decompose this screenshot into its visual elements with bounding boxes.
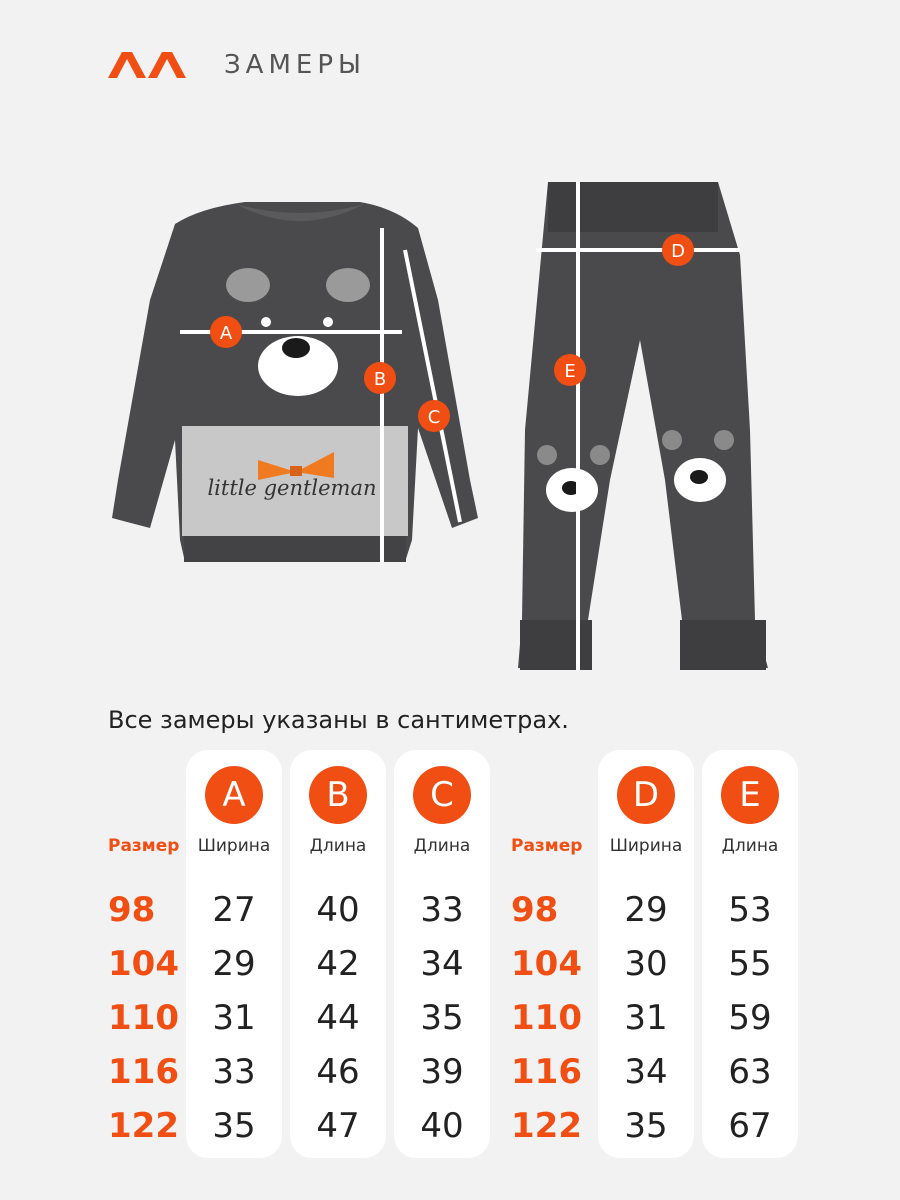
badge-a: A	[205, 766, 263, 824]
table-cell: 30	[624, 944, 668, 984]
sweatshirt-image	[112, 202, 478, 562]
brand-logo-icon	[108, 50, 186, 80]
size-cell: 104	[511, 944, 582, 984]
size-cell: 116	[511, 1052, 582, 1092]
badge-e: E	[721, 766, 779, 824]
table-cell: 40	[316, 890, 360, 930]
marker-c: C	[427, 407, 441, 428]
pants-image	[518, 182, 768, 670]
size-cell: 104	[108, 944, 179, 984]
table-cell: 67	[728, 1106, 772, 1146]
marker-b: B	[373, 369, 387, 390]
size-cell: 110	[108, 998, 179, 1038]
table-cell: 59	[728, 998, 772, 1038]
table-cell: 35	[212, 1106, 256, 1146]
marker-a: A	[219, 323, 233, 344]
page-header	[108, 48, 366, 82]
col-header-b: Длина	[309, 836, 367, 856]
size-header-top: Размер	[108, 836, 180, 856]
badge-c: C	[413, 766, 471, 824]
table-cell: 33	[420, 890, 464, 930]
table-cell: 31	[212, 998, 256, 1038]
table-cell: 47	[316, 1106, 360, 1146]
marker-e: E	[564, 361, 576, 382]
table-cell: 29	[212, 944, 256, 984]
table-cell: 63	[728, 1052, 772, 1092]
badge-d: D	[617, 766, 675, 824]
table-cell: 27	[212, 890, 256, 930]
table-cell: 34	[420, 944, 464, 984]
table-cell: 44	[316, 998, 360, 1038]
table-cell: 34	[624, 1052, 668, 1092]
shirt-print-text: little gentleman	[207, 476, 377, 500]
table-cell: 42	[316, 944, 360, 984]
table-cell: 53	[728, 890, 772, 930]
table-cell: 40	[420, 1106, 464, 1146]
table-cell: 39	[420, 1052, 464, 1092]
size-cell: 122	[511, 1106, 582, 1146]
table-cell: 31	[624, 998, 668, 1038]
col-header-a: Ширина	[197, 836, 271, 856]
units-note: Все замеры указаны в сантиметрах.	[108, 706, 569, 734]
page-title: ЗАМЕРЫ	[224, 50, 366, 80]
table-cell: 55	[728, 944, 772, 984]
garment-illustration	[0, 150, 900, 690]
badge-b: B	[309, 766, 367, 824]
col-header-d: Ширина	[609, 836, 683, 856]
size-cell: 122	[108, 1106, 179, 1146]
table-cell: 33	[212, 1052, 256, 1092]
size-cell: 98	[511, 890, 559, 930]
size-header-bottom: Размер	[511, 836, 583, 856]
marker-d: D	[671, 241, 685, 262]
size-cell: 110	[511, 998, 582, 1038]
size-cell: 98	[108, 890, 156, 930]
table-cell: 46	[316, 1052, 360, 1092]
table-cell: 29	[624, 890, 668, 930]
col-header-e: Длина	[721, 836, 779, 856]
table-cell: 35	[420, 998, 464, 1038]
col-header-c: Длина	[413, 836, 471, 856]
table-cell: 35	[624, 1106, 668, 1146]
size-cell: 116	[108, 1052, 179, 1092]
